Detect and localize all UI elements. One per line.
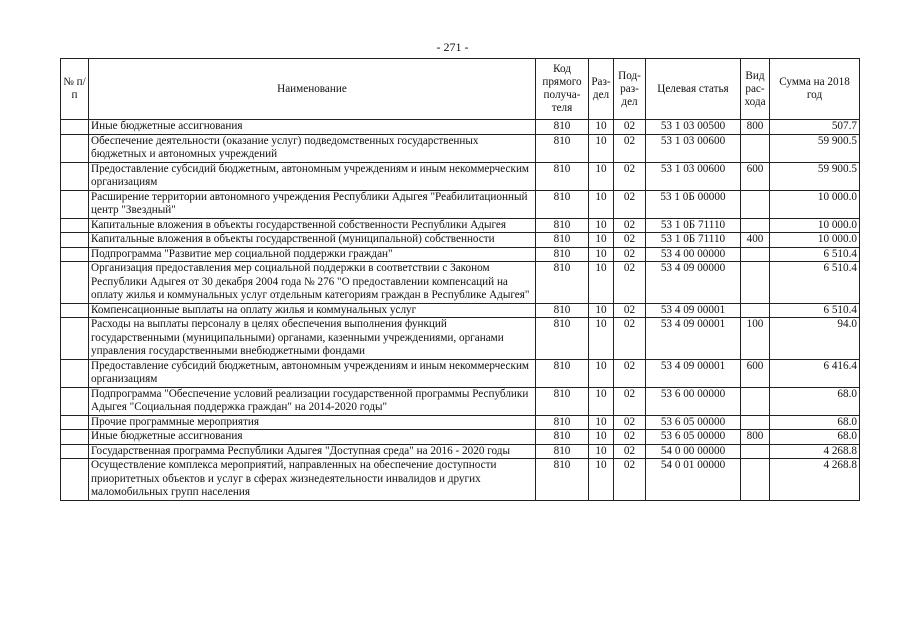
cell-exp-type <box>741 262 770 304</box>
budget-table <box>60 58 860 501</box>
cell-num <box>61 190 89 218</box>
cell-sum: 10 000.0 <box>770 233 860 248</box>
cell-name: Организация предоставления мер социальной поддержки в соответствии с Законом Республики Адыгея от 30 декабря 2004 года № 276 "О предоставлении компенсаций на оплату жилья и коммунальных услуг отдельным категориям граждан в Республике Адыгея" <box>89 262 536 304</box>
table-row <box>61 120 860 135</box>
cell-target: 53 1 0Б 00000 <box>646 190 741 218</box>
cell-num <box>61 162 89 190</box>
cell-target: 54 0 01 00000 <box>646 459 741 501</box>
cell-exp-type: 100 <box>741 318 770 360</box>
cell-num <box>61 247 89 262</box>
table-row <box>61 303 860 318</box>
cell-sum: 68.0 <box>770 415 860 430</box>
cell-name: Иные бюджетные ассигнования <box>89 430 536 445</box>
cell-section: 10 <box>589 444 614 459</box>
cell-subsection: 02 <box>614 387 646 415</box>
cell-target: 53 4 09 00001 <box>646 359 741 387</box>
cell-sum: 507.7 <box>770 120 860 135</box>
cell-subsection: 02 <box>614 459 646 501</box>
cell-subsection: 02 <box>614 430 646 445</box>
cell-target: 53 1 03 00500 <box>646 120 741 135</box>
cell-num <box>61 233 89 248</box>
table-row <box>61 430 860 445</box>
cell-num <box>61 262 89 304</box>
cell-subsection: 02 <box>614 247 646 262</box>
cell-target: 53 6 00 00000 <box>646 387 741 415</box>
cell-section: 10 <box>589 318 614 360</box>
cell-section: 10 <box>589 459 614 501</box>
cell-code: 810 <box>536 459 589 501</box>
cell-code: 810 <box>536 444 589 459</box>
cell-name: Предоставление субсидий бюджетным, автономным учреждениям и иным некоммерческим организациям <box>89 359 536 387</box>
cell-exp-type: 400 <box>741 233 770 248</box>
table-row <box>61 247 860 262</box>
cell-subsection: 02 <box>614 444 646 459</box>
cell-sum: 68.0 <box>770 430 860 445</box>
cell-target: 53 4 09 00001 <box>646 318 741 360</box>
cell-section: 10 <box>589 134 614 162</box>
cell-sum: 59 900.5 <box>770 134 860 162</box>
cell-target: 53 4 00 00000 <box>646 247 741 262</box>
table-row <box>61 218 860 233</box>
cell-num <box>61 444 89 459</box>
cell-sum: 4 268.8 <box>770 444 860 459</box>
table-row <box>61 387 860 415</box>
cell-sum: 6 510.4 <box>770 247 860 262</box>
header-sum: Сумма на 2018 год <box>770 59 860 120</box>
cell-code: 810 <box>536 218 589 233</box>
cell-num <box>61 359 89 387</box>
page-number: - 271 - <box>436 40 469 54</box>
cell-subsection: 02 <box>614 415 646 430</box>
cell-code: 810 <box>536 303 589 318</box>
cell-target: 53 4 09 00001 <box>646 303 741 318</box>
cell-num <box>61 120 89 135</box>
table-row <box>61 359 860 387</box>
table-row <box>61 415 860 430</box>
cell-exp-type: 800 <box>741 120 770 135</box>
header-target: Целевая статья <box>646 59 741 120</box>
cell-exp-type: 600 <box>741 162 770 190</box>
cell-sum: 6 510.4 <box>770 262 860 304</box>
cell-exp-type <box>741 387 770 415</box>
cell-section: 10 <box>589 218 614 233</box>
cell-exp-type <box>741 459 770 501</box>
cell-code: 810 <box>536 120 589 135</box>
cell-target: 53 1 03 00600 <box>646 162 741 190</box>
cell-num <box>61 134 89 162</box>
table-body <box>61 120 860 501</box>
cell-name: Предоставление субсидий бюджетным, автономным учреждениям и иным некоммерческим организациям <box>89 162 536 190</box>
cell-sum: 6 510.4 <box>770 303 860 318</box>
cell-section: 10 <box>589 262 614 304</box>
cell-sum: 68.0 <box>770 387 860 415</box>
cell-num <box>61 218 89 233</box>
table-row <box>61 233 860 248</box>
cell-exp-type <box>741 247 770 262</box>
cell-sum: 94.0 <box>770 318 860 360</box>
cell-sum: 10 000.0 <box>770 190 860 218</box>
cell-sum: 6 416.4 <box>770 359 860 387</box>
cell-target: 53 1 0Б 71110 <box>646 218 741 233</box>
header-num: № п/п <box>61 59 89 120</box>
cell-section: 10 <box>589 359 614 387</box>
cell-section: 10 <box>589 430 614 445</box>
table-row <box>61 262 860 304</box>
cell-name: Компенсационные выплаты на оплату жилья и коммунальных услуг <box>89 303 536 318</box>
header-code: Код прямого получа-теля <box>536 59 589 120</box>
cell-subsection: 02 <box>614 303 646 318</box>
cell-section: 10 <box>589 233 614 248</box>
cell-target: 53 1 0Б 71110 <box>646 233 741 248</box>
cell-code: 810 <box>536 359 589 387</box>
cell-num <box>61 415 89 430</box>
cell-code: 810 <box>536 387 589 415</box>
cell-sum: 59 900.5 <box>770 162 860 190</box>
cell-target: 53 6 05 00000 <box>646 415 741 430</box>
header-section: Раз-дел <box>589 59 614 120</box>
cell-section: 10 <box>589 303 614 318</box>
header-exp-type: Вид рас-хода <box>741 59 770 120</box>
cell-name: Расходы на выплаты персоналу в целях обеспечения выполнения функций государственными (муниципальными) органами, казенными учреждениями, органами управления государственными внебюджетными фондами <box>89 318 536 360</box>
cell-name: Капитальные вложения в объекты государственной собственности Республики Адыгея <box>89 218 536 233</box>
cell-exp-type <box>741 415 770 430</box>
cell-code: 810 <box>536 247 589 262</box>
header-name: Наименование <box>89 59 536 120</box>
cell-subsection: 02 <box>614 190 646 218</box>
table-row <box>61 162 860 190</box>
cell-subsection: 02 <box>614 233 646 248</box>
header-subsection: Под-раз-дел <box>614 59 646 120</box>
cell-name: Капитальные вложения в объекты государственной (муниципальной) собственности <box>89 233 536 248</box>
cell-name: Расширение территории автономного учреждения Республики Адыгея "Реабилитационный центр "Звездный" <box>89 190 536 218</box>
cell-name: Прочие программные мероприятия <box>89 415 536 430</box>
cell-subsection: 02 <box>614 162 646 190</box>
cell-name: Государственная программа Республики Адыгея "Доступная среда" на 2016 - 2020 годы <box>89 444 536 459</box>
cell-code: 810 <box>536 134 589 162</box>
cell-num <box>61 318 89 360</box>
cell-subsection: 02 <box>614 359 646 387</box>
cell-name: Осуществление комплекса мероприятий, направленных на обеспечение доступности приоритетных объектов и услуг в сферах жизнедеятельности инвалидов и других маломобильных групп населения <box>89 459 536 501</box>
cell-code: 810 <box>536 162 589 190</box>
cell-sum: 4 268.8 <box>770 459 860 501</box>
table-header-row <box>61 59 860 120</box>
cell-exp-type: 600 <box>741 359 770 387</box>
cell-target: 53 1 03 00600 <box>646 134 741 162</box>
cell-exp-type <box>741 444 770 459</box>
cell-exp-type <box>741 190 770 218</box>
cell-code: 810 <box>536 233 589 248</box>
cell-sum: 10 000.0 <box>770 218 860 233</box>
cell-target: 54 0 00 00000 <box>646 444 741 459</box>
cell-name: Обеспечение деятельности (оказание услуг) подведомственных государственных бюджетных и автономных учреждений <box>89 134 536 162</box>
cell-exp-type: 800 <box>741 430 770 445</box>
table-row <box>61 318 860 360</box>
cell-exp-type <box>741 303 770 318</box>
cell-code: 810 <box>536 318 589 360</box>
cell-section: 10 <box>589 162 614 190</box>
cell-name: Подпрограмма "Развитие мер социальной поддержки граждан" <box>89 247 536 262</box>
cell-target: 53 6 05 00000 <box>646 430 741 445</box>
table-row <box>61 190 860 218</box>
table-row <box>61 134 860 162</box>
cell-exp-type <box>741 218 770 233</box>
cell-name: Подпрограмма "Обеспечение условий реализации государственной программы Республики Адыгея "Социальная поддержка граждан" на 2014-2020 годы" <box>89 387 536 415</box>
cell-code: 810 <box>536 190 589 218</box>
cell-subsection: 02 <box>614 134 646 162</box>
cell-code: 810 <box>536 415 589 430</box>
cell-num <box>61 387 89 415</box>
cell-num <box>61 459 89 501</box>
cell-subsection: 02 <box>614 262 646 304</box>
cell-section: 10 <box>589 120 614 135</box>
table-row <box>61 459 860 501</box>
cell-code: 810 <box>536 430 589 445</box>
cell-exp-type <box>741 134 770 162</box>
cell-target: 53 4 09 00000 <box>646 262 741 304</box>
cell-subsection: 02 <box>614 218 646 233</box>
cell-num <box>61 303 89 318</box>
cell-subsection: 02 <box>614 120 646 135</box>
cell-name: Иные бюджетные ассигнования <box>89 120 536 135</box>
cell-section: 10 <box>589 190 614 218</box>
cell-section: 10 <box>589 247 614 262</box>
cell-section: 10 <box>589 387 614 415</box>
table-row <box>61 444 860 459</box>
cell-num <box>61 430 89 445</box>
cell-subsection: 02 <box>614 318 646 360</box>
cell-code: 810 <box>536 262 589 304</box>
cell-section: 10 <box>589 415 614 430</box>
